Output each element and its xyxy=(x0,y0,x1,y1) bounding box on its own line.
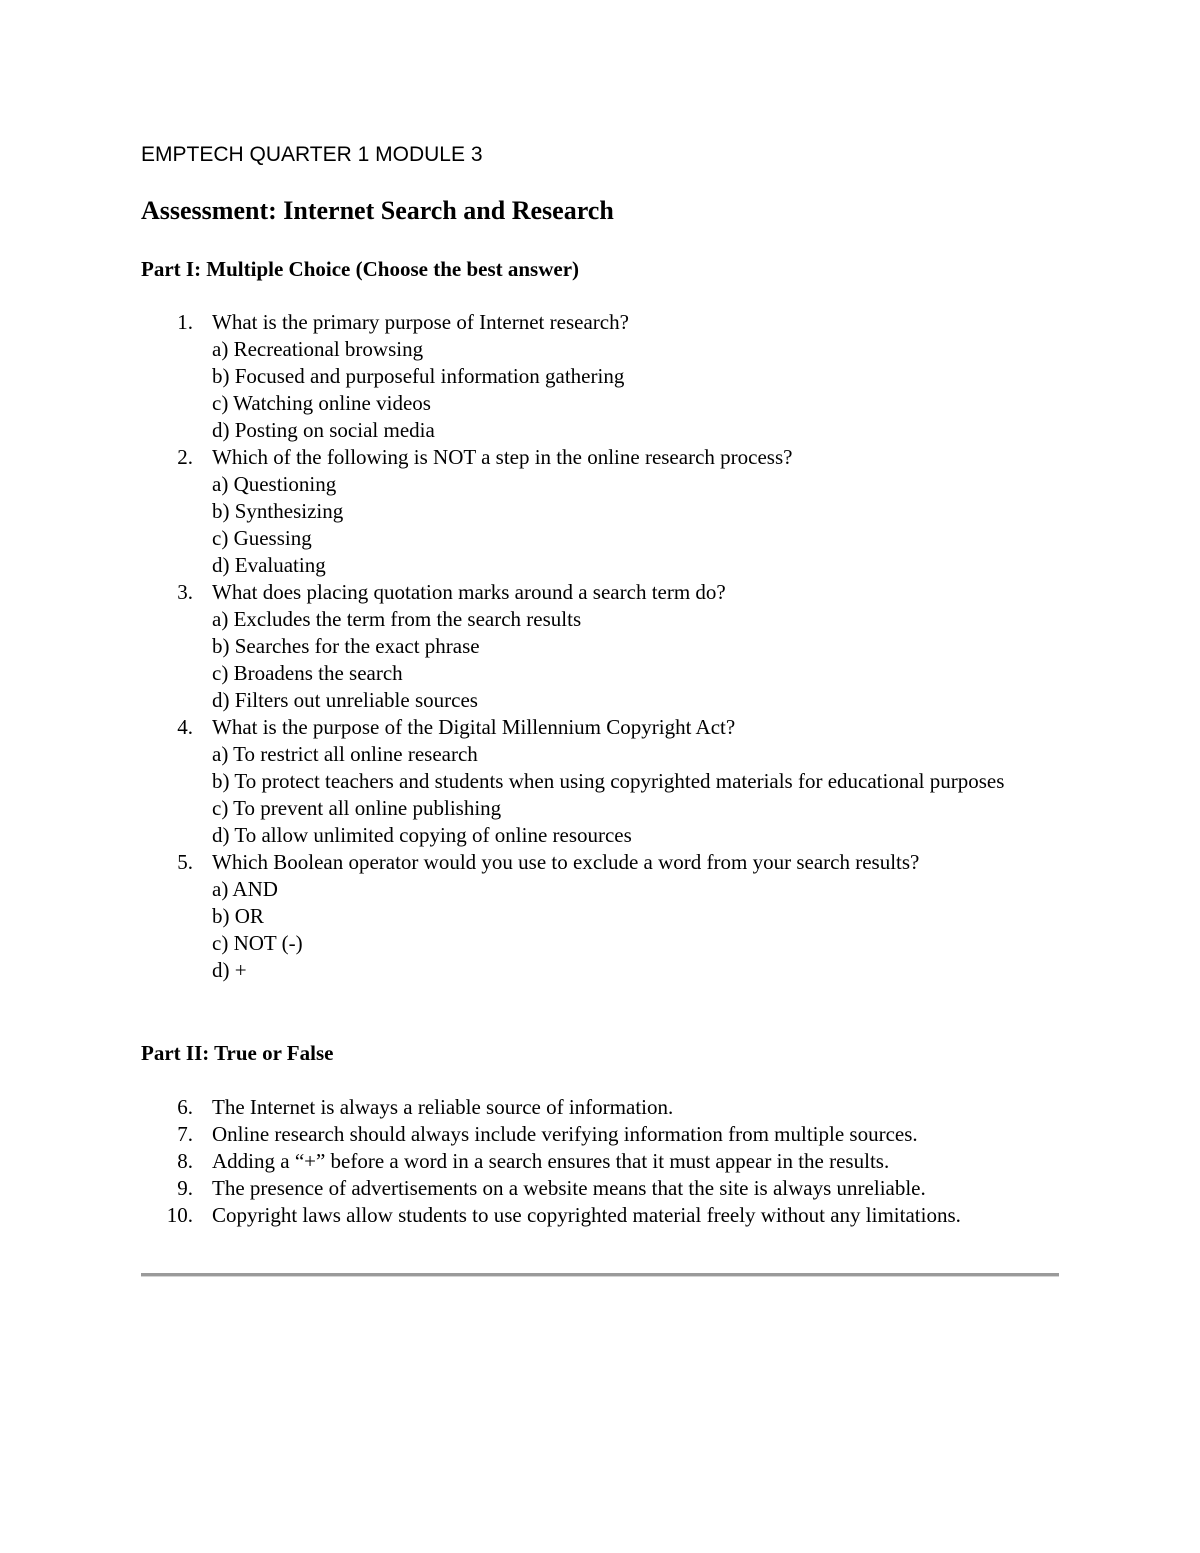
question-text: Which of the following is NOT a step in the online research process? xyxy=(212,445,793,469)
question-number: 2. xyxy=(177,445,193,469)
statement-number: 6. xyxy=(177,1095,193,1119)
question-item xyxy=(0,444,1052,579)
statement-text: The presence of advertisements on a website means that the site is always unreliable. xyxy=(212,1176,926,1200)
part1-heading: Part I: Multiple Choice (Choose the best answer) xyxy=(141,257,580,281)
statement-item xyxy=(0,1148,1052,1175)
answer-option: c) NOT (-) xyxy=(212,931,303,955)
answer-option: a) To restrict all online research xyxy=(212,742,478,766)
question-item xyxy=(0,579,1052,714)
question-text: What does placing quotation marks around a search term do? xyxy=(212,580,726,604)
answer-option: d) Posting on social media xyxy=(212,418,435,442)
answer-option: d) Evaluating xyxy=(212,553,326,577)
answer-option: c) Guessing xyxy=(212,526,312,550)
statement-item xyxy=(0,1175,1052,1202)
question-number: 4. xyxy=(177,715,193,739)
answer-option: d) To allow unlimited copying of online resources xyxy=(212,823,632,847)
statement-text: The Internet is always a reliable source of information. xyxy=(212,1095,674,1119)
question-number: 5. xyxy=(177,850,193,874)
answer-option: c) To prevent all online publishing xyxy=(212,796,502,820)
answer-option: b) OR xyxy=(212,904,264,928)
multiple-choice-list xyxy=(0,309,1200,984)
answer-option: a) Questioning xyxy=(212,472,337,496)
answer-option: b) Searches for the exact phrase xyxy=(212,634,480,658)
answer-option: d) Filters out unreliable sources xyxy=(212,688,478,712)
answer-option: b) Synthesizing xyxy=(212,499,344,523)
statement-item xyxy=(0,1202,1052,1229)
course-header: EMPTECH QUARTER 1 MODULE 3 xyxy=(141,143,483,166)
statement-number: 7. xyxy=(177,1122,193,1146)
answer-option: c) Broadens the search xyxy=(212,661,403,685)
horizontal-rule xyxy=(141,1273,1059,1277)
answer-option: c) Watching online videos xyxy=(212,391,431,415)
question-text: Which Boolean operator would you use to exclude a word from your search results? xyxy=(212,850,920,874)
question-number: 3. xyxy=(177,580,193,604)
answer-option: d) + xyxy=(212,958,247,982)
true-false-list xyxy=(0,1094,1200,1229)
answer-option: b) To protect teachers and students when using copyrighted materials for educational purposes xyxy=(212,769,1005,793)
question-text: What is the purpose of the Digital Millennium Copyright Act? xyxy=(212,715,736,739)
answer-option: a) Excludes the term from the search results xyxy=(212,607,582,631)
statement-text: Adding a “+” before a word in a search ensures that it must appear in the results. xyxy=(212,1149,890,1173)
question-item xyxy=(0,849,1052,984)
answer-option: b) Focused and purposeful information gathering xyxy=(212,364,625,388)
statement-number: 10. xyxy=(166,1203,193,1227)
question-item xyxy=(0,714,1052,849)
answer-option: a) Recreational browsing xyxy=(212,337,424,361)
question-number: 1. xyxy=(177,310,193,334)
document-title: Assessment: Internet Search and Research xyxy=(141,196,614,225)
question-item xyxy=(0,309,1052,444)
answer-option: a) AND xyxy=(212,877,278,901)
statement-number: 9. xyxy=(177,1176,193,1200)
statement-number: 8. xyxy=(177,1149,193,1173)
statement-text: Copyright laws allow students to use copyrighted material freely without any limitations. xyxy=(212,1203,961,1227)
statement-item xyxy=(0,1094,1052,1121)
statement-text: Online research should always include verifying information from multiple sources. xyxy=(212,1122,918,1146)
part2-heading: Part II: True or False xyxy=(141,1041,334,1065)
question-text: What is the primary purpose of Internet research? xyxy=(212,310,629,334)
statement-item xyxy=(0,1121,1052,1148)
